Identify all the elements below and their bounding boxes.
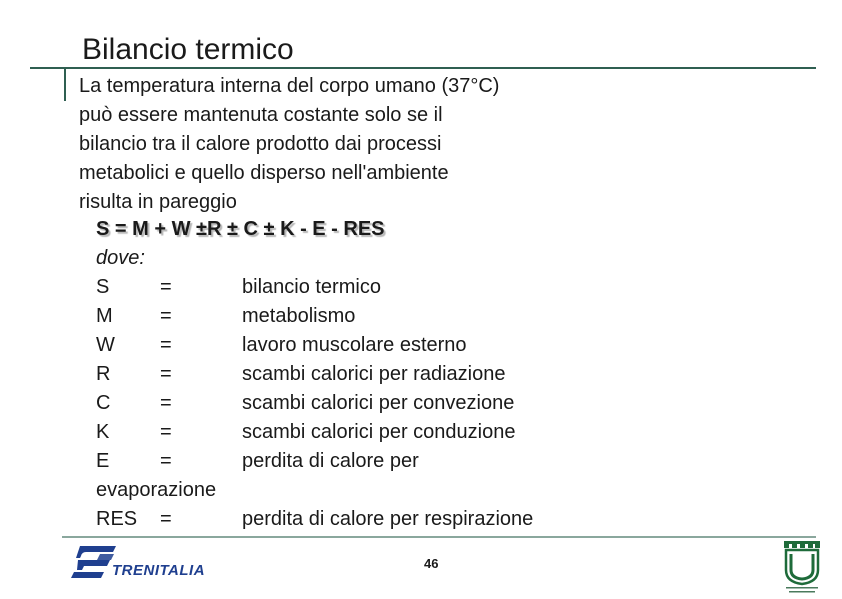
dove-label: dove:	[96, 247, 145, 269]
intro-paragraph	[79, 72, 499, 217]
def-text: scambi calorici per convezione	[242, 392, 515, 414]
def-text: perdita di calore per	[242, 450, 419, 472]
def-symbol: W	[96, 334, 115, 356]
title-underline	[30, 67, 816, 69]
def-equals: =	[160, 421, 172, 443]
def-text: scambi calorici per radiazione	[242, 363, 506, 385]
def-symbol: E	[96, 450, 110, 472]
def-equals: =	[160, 363, 172, 385]
intro-line: La temperatura interna del corpo umano (37°C)	[79, 75, 500, 97]
def-equals: =	[160, 392, 172, 414]
def-symbol: M	[96, 305, 113, 327]
intro-line: bilancio tra il calore prodotto dai processi	[79, 133, 442, 155]
slide-title: Bilancio termico	[82, 33, 294, 66]
def-equals: =	[160, 276, 172, 298]
university-seal	[780, 540, 824, 594]
def-equals: =	[160, 508, 172, 530]
trenitalia-logo-text: TRENITALIA	[112, 562, 206, 579]
intro-line: metabolici e quello disperso nell'ambiente	[79, 162, 449, 184]
university-seal-icon	[780, 540, 824, 594]
page-number: 46	[424, 556, 439, 571]
def-text: scambi calorici per conduzione	[242, 421, 516, 443]
trenitalia-logo	[70, 544, 210, 580]
def-equals: =	[160, 450, 172, 472]
intro-line: risulta in pareggio	[79, 191, 237, 213]
def-text: lavoro muscolare esterno	[242, 334, 467, 356]
def-equals: =	[160, 334, 172, 356]
def-symbol: evaporazione	[96, 479, 217, 501]
def-symbol: K	[96, 421, 110, 443]
def-equals: =	[160, 305, 172, 327]
def-text: perdita di calore per respirazione	[242, 508, 534, 530]
def-symbol: C	[96, 392, 111, 414]
footer-divider	[62, 536, 816, 538]
heat-balance-formula: S = M + W ±R ± C ± K - E - RES	[96, 218, 385, 240]
intro-line: può essere mantenuta costante solo se il	[79, 104, 443, 126]
def-text: bilancio termico	[242, 276, 381, 298]
def-symbol: S	[96, 276, 110, 298]
def-symbol: RES	[96, 508, 138, 530]
def-text: metabolismo	[242, 305, 356, 327]
left-accent-bar	[64, 67, 66, 101]
fs-logo-icon	[70, 544, 118, 580]
def-symbol: R	[96, 363, 111, 385]
